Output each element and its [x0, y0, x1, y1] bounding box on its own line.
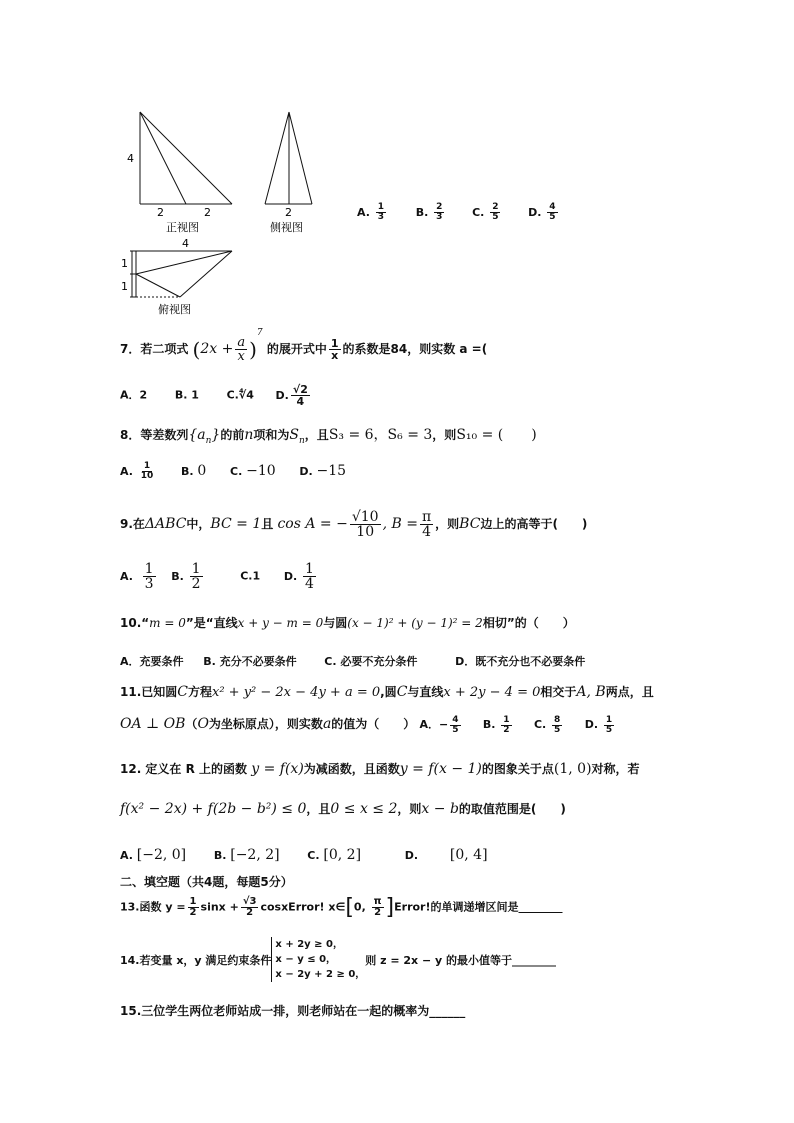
- front-base-label-2: 2: [204, 206, 211, 219]
- q10-options: [120, 653, 585, 669]
- three-view-figure: [120, 100, 320, 320]
- q7-binomial: (: [192, 337, 201, 362]
- top-side-label-1: 1: [121, 257, 128, 270]
- q10-option-d[interactable]: D．既不充分也不必要条件: [455, 655, 586, 668]
- question-7: 7．若二项式 (2x + $\frac{a}{x}$ )$^7$ 的展开式中 $\frac{1}{x}$ 的系数是84，则实数 a =(: [120, 328, 488, 364]
- question-12-line-1: 12. 定义在 R 上的函数 y = f(x)为减函数，且函数y = f(x − 1)的图象关于点(1, 0)对称，若: [120, 761, 640, 777]
- q6-option-b[interactable]: B. $\frac{2}{3}$: [415, 202, 443, 222]
- q11-option-b[interactable]: B. $\frac{1}{2}$: [482, 714, 510, 735]
- q10-option-c[interactable]: C. 必要不充分条件: [324, 655, 418, 668]
- side-base-label: 2: [285, 206, 292, 219]
- q9-option-c[interactable]: C.1: [240, 569, 261, 583]
- front-view-caption: 正视图: [166, 221, 199, 234]
- q12-option-b[interactable]: B. [−2, 2]: [213, 847, 280, 863]
- question-9: 9.在ΔABC中，BC = 1且 cos A = − $\frac{√10}{10}$ , B = $\frac{\pi}{4}$ ，则BC边上的高等于( ): [120, 509, 588, 540]
- q10-option-b[interactable]: B. 充分不必要条件: [203, 655, 297, 668]
- side-view-caption: 侧视图: [270, 221, 303, 234]
- top-view-caption: 俯视图: [158, 303, 191, 316]
- q11-option-a[interactable]: A．− $\frac{4}{5}$: [419, 714, 459, 735]
- q14-constraint-system: x + 2y ≥ 0， x − y ≤ 0， x − 2y + 2 ≥ 0，: [271, 937, 365, 982]
- question-8: 8．等差数列$\{a_n\}$的前n项和为$S_n$，且S₃ = 6，S₆ = 3，则S₁₀ = ( ): [120, 427, 537, 446]
- front-height-label: 4: [127, 152, 134, 165]
- question-13: 13.函数 y = $\frac{1}{2}$ sinx + $\frac{√3}{2}$ cosxError! x∈[0, $\frac{\pi}{2}$ ]Error!的单调递增区间是________: [120, 895, 563, 920]
- side-view: [265, 112, 312, 204]
- section-fill-in-heading: 二、填空题（共4题，每题5分）: [120, 875, 293, 889]
- question-11-line-2: OA ⊥ OB（O为坐标原点），则实数a的值为（ ） A．− $\frac{4}{5}$ B. $\frac{1}{2}$ C. $\frac{8}{5}$ D. $\frac{1}{5}$: [120, 715, 616, 735]
- q12-option-d[interactable]: D. [0, 4]: [404, 847, 488, 863]
- q7-option-b[interactable]: B. 1: [174, 388, 199, 402]
- q11-option-c[interactable]: C. $\frac{8}{5}$: [533, 714, 561, 735]
- q9-option-a[interactable]: A. $\frac{1}{3}$: [120, 561, 154, 592]
- q12-options: [120, 847, 488, 863]
- front-view: [140, 112, 232, 204]
- q8-option-a[interactable]: A. $\frac{1}{10}$: [120, 461, 154, 481]
- q12-option-a[interactable]: A. [−2, 0]: [120, 847, 187, 863]
- q7-option-d[interactable]: D. $\frac{√2}{4}$: [275, 383, 308, 408]
- q9-options: [120, 562, 318, 591]
- q8-option-c[interactable]: C. −10: [230, 462, 276, 479]
- q12-option-c[interactable]: C. [0, 2]: [307, 847, 362, 863]
- front-base-label-1: 2: [157, 206, 164, 219]
- q7-options: [120, 384, 312, 407]
- question-11-line-1: 11.已知圆C方程x² + y² − 2x − 4y + a = 0,圆C与直线x + 2y − 4 = 0相交于A, B两点，且: [120, 684, 654, 700]
- top-view: [130, 251, 232, 297]
- question-14: 14.若变量 x，y 满足约束条件 x + 2y ≥ 0， x − y ≤ 0， x − 2y + 2 ≥ 0， 则 z = 2x − y 的最小值等于________: [120, 939, 557, 980]
- q8-option-b[interactable]: B. 0: [180, 462, 207, 479]
- q8-options: [120, 462, 346, 481]
- q7-option-c[interactable]: C.∜4: [226, 388, 254, 402]
- top-side-label-2: 1: [121, 280, 128, 293]
- question-10: 10.“m = 0”是“直线x + y − m = 0与圆(x − 1)² + (y − 1)² = 2相切”的（ ）: [120, 616, 575, 630]
- q6-option-c[interactable]: C. $\frac{2}{5}$: [472, 202, 499, 222]
- q9-option-b[interactable]: B. $\frac{1}{2}$: [171, 561, 201, 592]
- q11-option-d[interactable]: D. $\frac{1}{5}$: [584, 714, 613, 735]
- q8-option-d[interactable]: D. −15: [299, 462, 347, 479]
- top-width-label: 4: [182, 237, 189, 250]
- q10-option-a[interactable]: A．充要条件: [120, 655, 184, 668]
- q6-options: [357, 203, 560, 222]
- q9-option-d[interactable]: D. $\frac{1}{4}$: [283, 561, 314, 592]
- q6-option-d[interactable]: D. $\frac{4}{5}$: [528, 202, 556, 222]
- q6-option-a[interactable]: A. $\frac{1}{3}$: [357, 202, 385, 222]
- question-12-line-2: f(x² − 2x) + f(2b − b²) ≤ 0，且0 ≤ x ≤ 2，则x − b的取值范围是( ): [120, 801, 566, 817]
- q7-option-a[interactable]: A．2: [120, 388, 148, 402]
- question-15: 15.三位学生两位老师站成一排，则老师站在一起的概率为______: [120, 1004, 466, 1018]
